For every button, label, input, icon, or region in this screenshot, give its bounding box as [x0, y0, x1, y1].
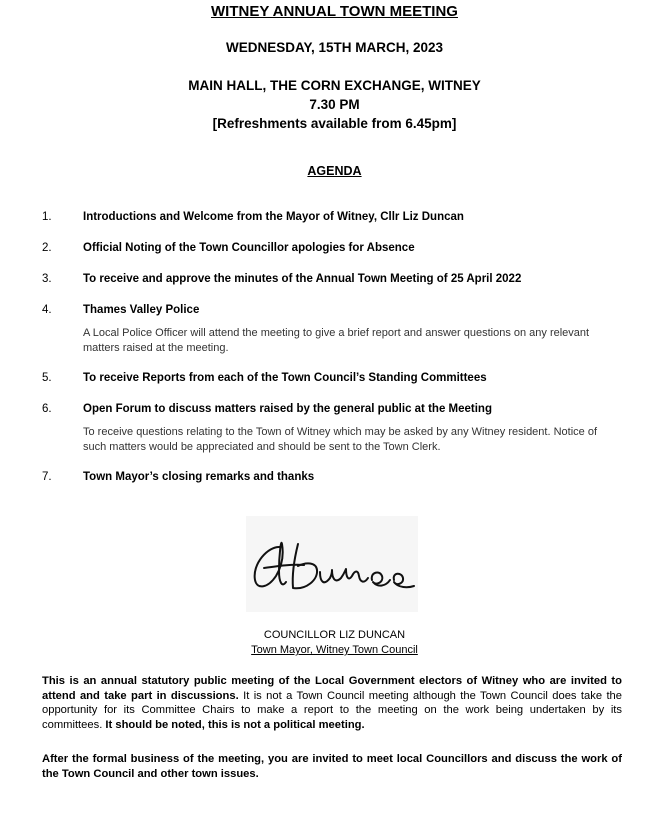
agenda-item-text: Open Forum to discuss matters raised by the general public at the Meeting: [83, 403, 492, 415]
statutory-notice-paragraph: [42, 674, 622, 732]
agenda-item-text: Thames Valley Police: [83, 304, 200, 316]
agenda-item-number: 4.: [42, 304, 52, 316]
document-title: WITNEY ANNUAL TOWN MEETING: [211, 3, 458, 20]
signatory-role: Town Mayor, Witney Town Council: [251, 644, 418, 656]
agenda-item-text: Town Mayor’s closing remarks and thanks: [83, 471, 315, 483]
signature-image: [246, 516, 418, 612]
signatory-name: COUNCILLOR LIZ DUNCAN: [263, 629, 406, 641]
agenda-item-detail: To receive questions relating to the Town of Witney which may be asked by any Witney resident. Notice of such matters would be appreciated and should be sent to the Town Clerk.: [83, 426, 597, 453]
agenda-item-number: 1.: [42, 211, 52, 223]
notice-text-bold: This is an annual statutory public meeting of the Local Government electors of Witney who are invited to attend and take part in discussions.: [42, 675, 622, 702]
agenda-item-text: Official Noting of the Town Councillor apologies for Absence: [83, 242, 415, 254]
agenda-item-number: 2.: [42, 242, 52, 254]
meeting-venue: MAIN HALL, THE CORN EXCHANGE, WITNEY: [188, 78, 481, 93]
agenda-heading: AGENDA: [307, 164, 362, 178]
closing-paragraph: After the formal business of the meeting, you are invited to meet local Councillors and discuss the work of the Town Council and other town issues.: [42, 753, 622, 780]
notice-text-bold-end: It should be noted, this is not a political meeting.: [102, 718, 365, 731]
agenda-item-text: Introductions and Welcome from the Mayor of Witney, Cllr Liz Duncan: [83, 211, 464, 223]
agenda-item-text: To receive and approve the minutes of the Annual Town Meeting of 25 April 2022: [83, 273, 522, 285]
agenda-item-detail: A Local Police Officer will attend the meeting to give a brief report and answer questions on any relevant matters raised at the meeting.: [83, 327, 590, 354]
agenda-item-number: 5.: [42, 372, 52, 384]
agenda-item-number: 6.: [42, 403, 52, 415]
handwritten-signature: [246, 516, 418, 612]
agenda-item-text: To receive Reports from each of the Town Council’s Standing Committees: [83, 372, 487, 384]
meeting-time: 7.30 PM: [309, 97, 360, 112]
agenda-item-number: 7.: [42, 471, 52, 483]
refreshments-note: [Refreshments available from 6.45pm]: [212, 116, 457, 131]
meeting-venue-block: [0, 76, 669, 133]
meeting-date: WEDNESDAY, 15TH MARCH, 2023: [225, 40, 444, 55]
notice-text-regular: It is not a Town Council meeting although the Town Council does take the opportunity for its Committee Chairs to make a report to the meeting on the work being undertaken by its committees.: [42, 689, 622, 731]
agenda-item-number: 3.: [42, 273, 52, 285]
